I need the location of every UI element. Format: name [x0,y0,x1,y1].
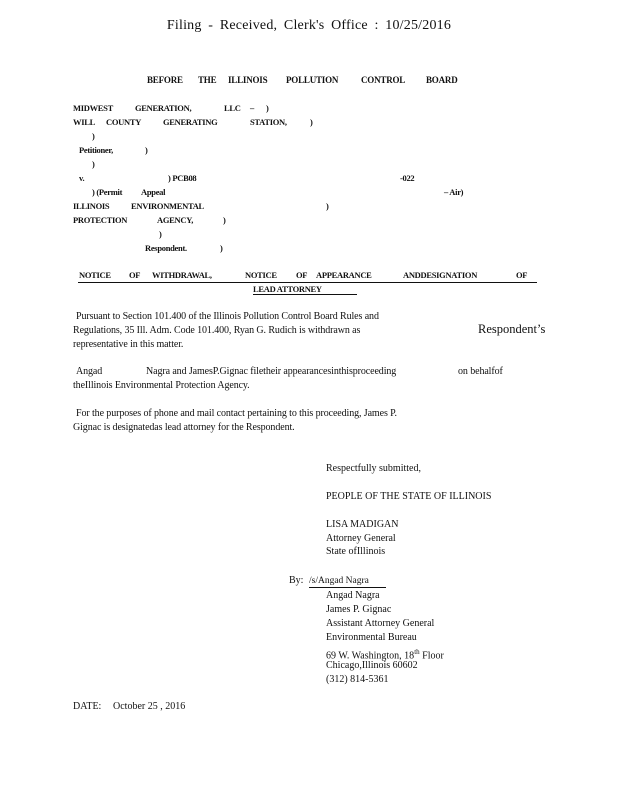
address-superscript: th [414,648,420,656]
caption-paren: ) [92,159,95,169]
caption-llc: LLC [224,103,241,113]
title-word: OF [129,270,141,280]
paragraph-appearance-behalf: on behalfof [458,366,503,377]
filing-stamp: Filing - Received, Clerk's Office : 10/25/2016 [166,18,452,33]
caption-midwest: MIDWEST [73,103,113,113]
caption-dash: – [250,103,254,113]
caption-station: STATION, [250,117,287,127]
caption-paren: ) [159,229,162,239]
caption-illinois: ILLINOIS [73,201,110,211]
signature-ag-title: Attorney General [326,533,396,544]
caption-pcb: ) PCB08 [168,173,197,183]
court-word-illinois: ILLINOIS [228,75,268,85]
title-word: WITHDRAWAL, [152,270,212,280]
date-label: DATE: [73,701,102,712]
caption-permit: ) (Permit [92,187,123,197]
paragraph-appearance-angad: Angad [76,366,103,377]
caption-petitioner: Petitioner, [79,145,113,155]
caption-appeal: Appeal [141,187,166,197]
title-word: ANDDESIGNATION [403,270,478,280]
signature-name-line: James P. Gignac [326,604,392,615]
caption-paren: ) [310,117,313,127]
paragraph-designation-line2: Gignac is designatedas lead attorney for the Respondent. [73,422,295,433]
caption-generation: GENERATION, [135,103,192,113]
signature-ag-name: LISA MADIGAN [326,519,399,530]
title-word: APPEARANCE [316,270,372,280]
paragraph-withdrawal-respondents: Respondent’s [478,322,546,336]
paragraph-designation-line1: For the purposes of phone and mail contact pertaining to this proceeding, James P. [76,408,397,419]
court-word-control: CONTROL [361,75,406,85]
court-word-the: THE [198,75,217,85]
caption-paren: ) [145,145,148,155]
paragraph-appearance-line2: theIllinois Environmental Protection Agency. [73,380,250,391]
paragraph-withdrawal-line1: Pursuant to Section 101.400 of the Illinois Pollution Control Board Rules and [76,311,379,322]
paragraph-withdrawal-line2: Regulations, 35 Ill. Adm. Code 101.400, Ryan G. Rudich is withdrawn as [73,325,361,336]
court-word-before: BEFORE [147,75,183,85]
caption-generating: GENERATING [163,117,218,127]
court-word-board: BOARD [426,75,458,85]
caption-agency: AGENCY, [157,215,194,225]
signature-title-line: Assistant Attorney General [326,618,435,629]
caption-case-number: -022 [400,173,415,183]
caption-paren: ) [223,215,226,225]
court-word-pollution: POLLUTION [286,75,339,85]
caption-protection: PROTECTION [73,215,128,225]
title-underline [78,281,537,283]
paragraph-withdrawal-line3: representative in this matter. [73,339,184,350]
signature-ag-state: State ofIllinois [326,546,386,557]
caption-will: WILL [73,117,95,127]
caption-versus: v. [79,173,85,183]
caption-paren: ) [92,131,95,141]
caption-paren: ) [266,103,269,113]
signature-electronic: /s/Angad Nagra [309,575,386,588]
address-floor: Floor [422,650,444,662]
address-street: 69 W. Washington, 18 [326,650,415,662]
title-word: OF [296,270,308,280]
date-value: October 25 , 2016 [113,701,186,712]
signature-name-line: Angad Nagra [326,590,380,601]
title-word: NOTICE [79,270,111,280]
signature-phone-line: (312) 814-5361 [326,674,389,685]
caption-paren: ) [326,201,329,211]
caption-respondent: Respondent. [145,243,187,253]
caption-environmental: ENVIRONMENTAL [131,201,204,211]
signature-people: PEOPLE OF THE STATE OF ILLINOIS [326,491,492,502]
caption-air: – Air) [444,187,464,197]
title-word: NOTICE [245,270,277,280]
paragraph-appearance-line1: Nagra and JamesP.Gignac filetheir appearancesinthisproceeding [146,366,397,377]
caption-paren: ) [220,243,223,253]
caption-county: COUNTY [106,117,142,127]
title-word: OF [516,270,528,280]
signature-closing: Respectfully submitted, [326,463,421,474]
title-lead-attorney: LEAD ATTORNEY [253,284,357,295]
signature-by-label: By: [289,575,304,586]
signature-city-line: Chicago,Illinois 60602 [326,660,418,671]
signature-bureau-line: Environmental Bureau [326,632,417,643]
